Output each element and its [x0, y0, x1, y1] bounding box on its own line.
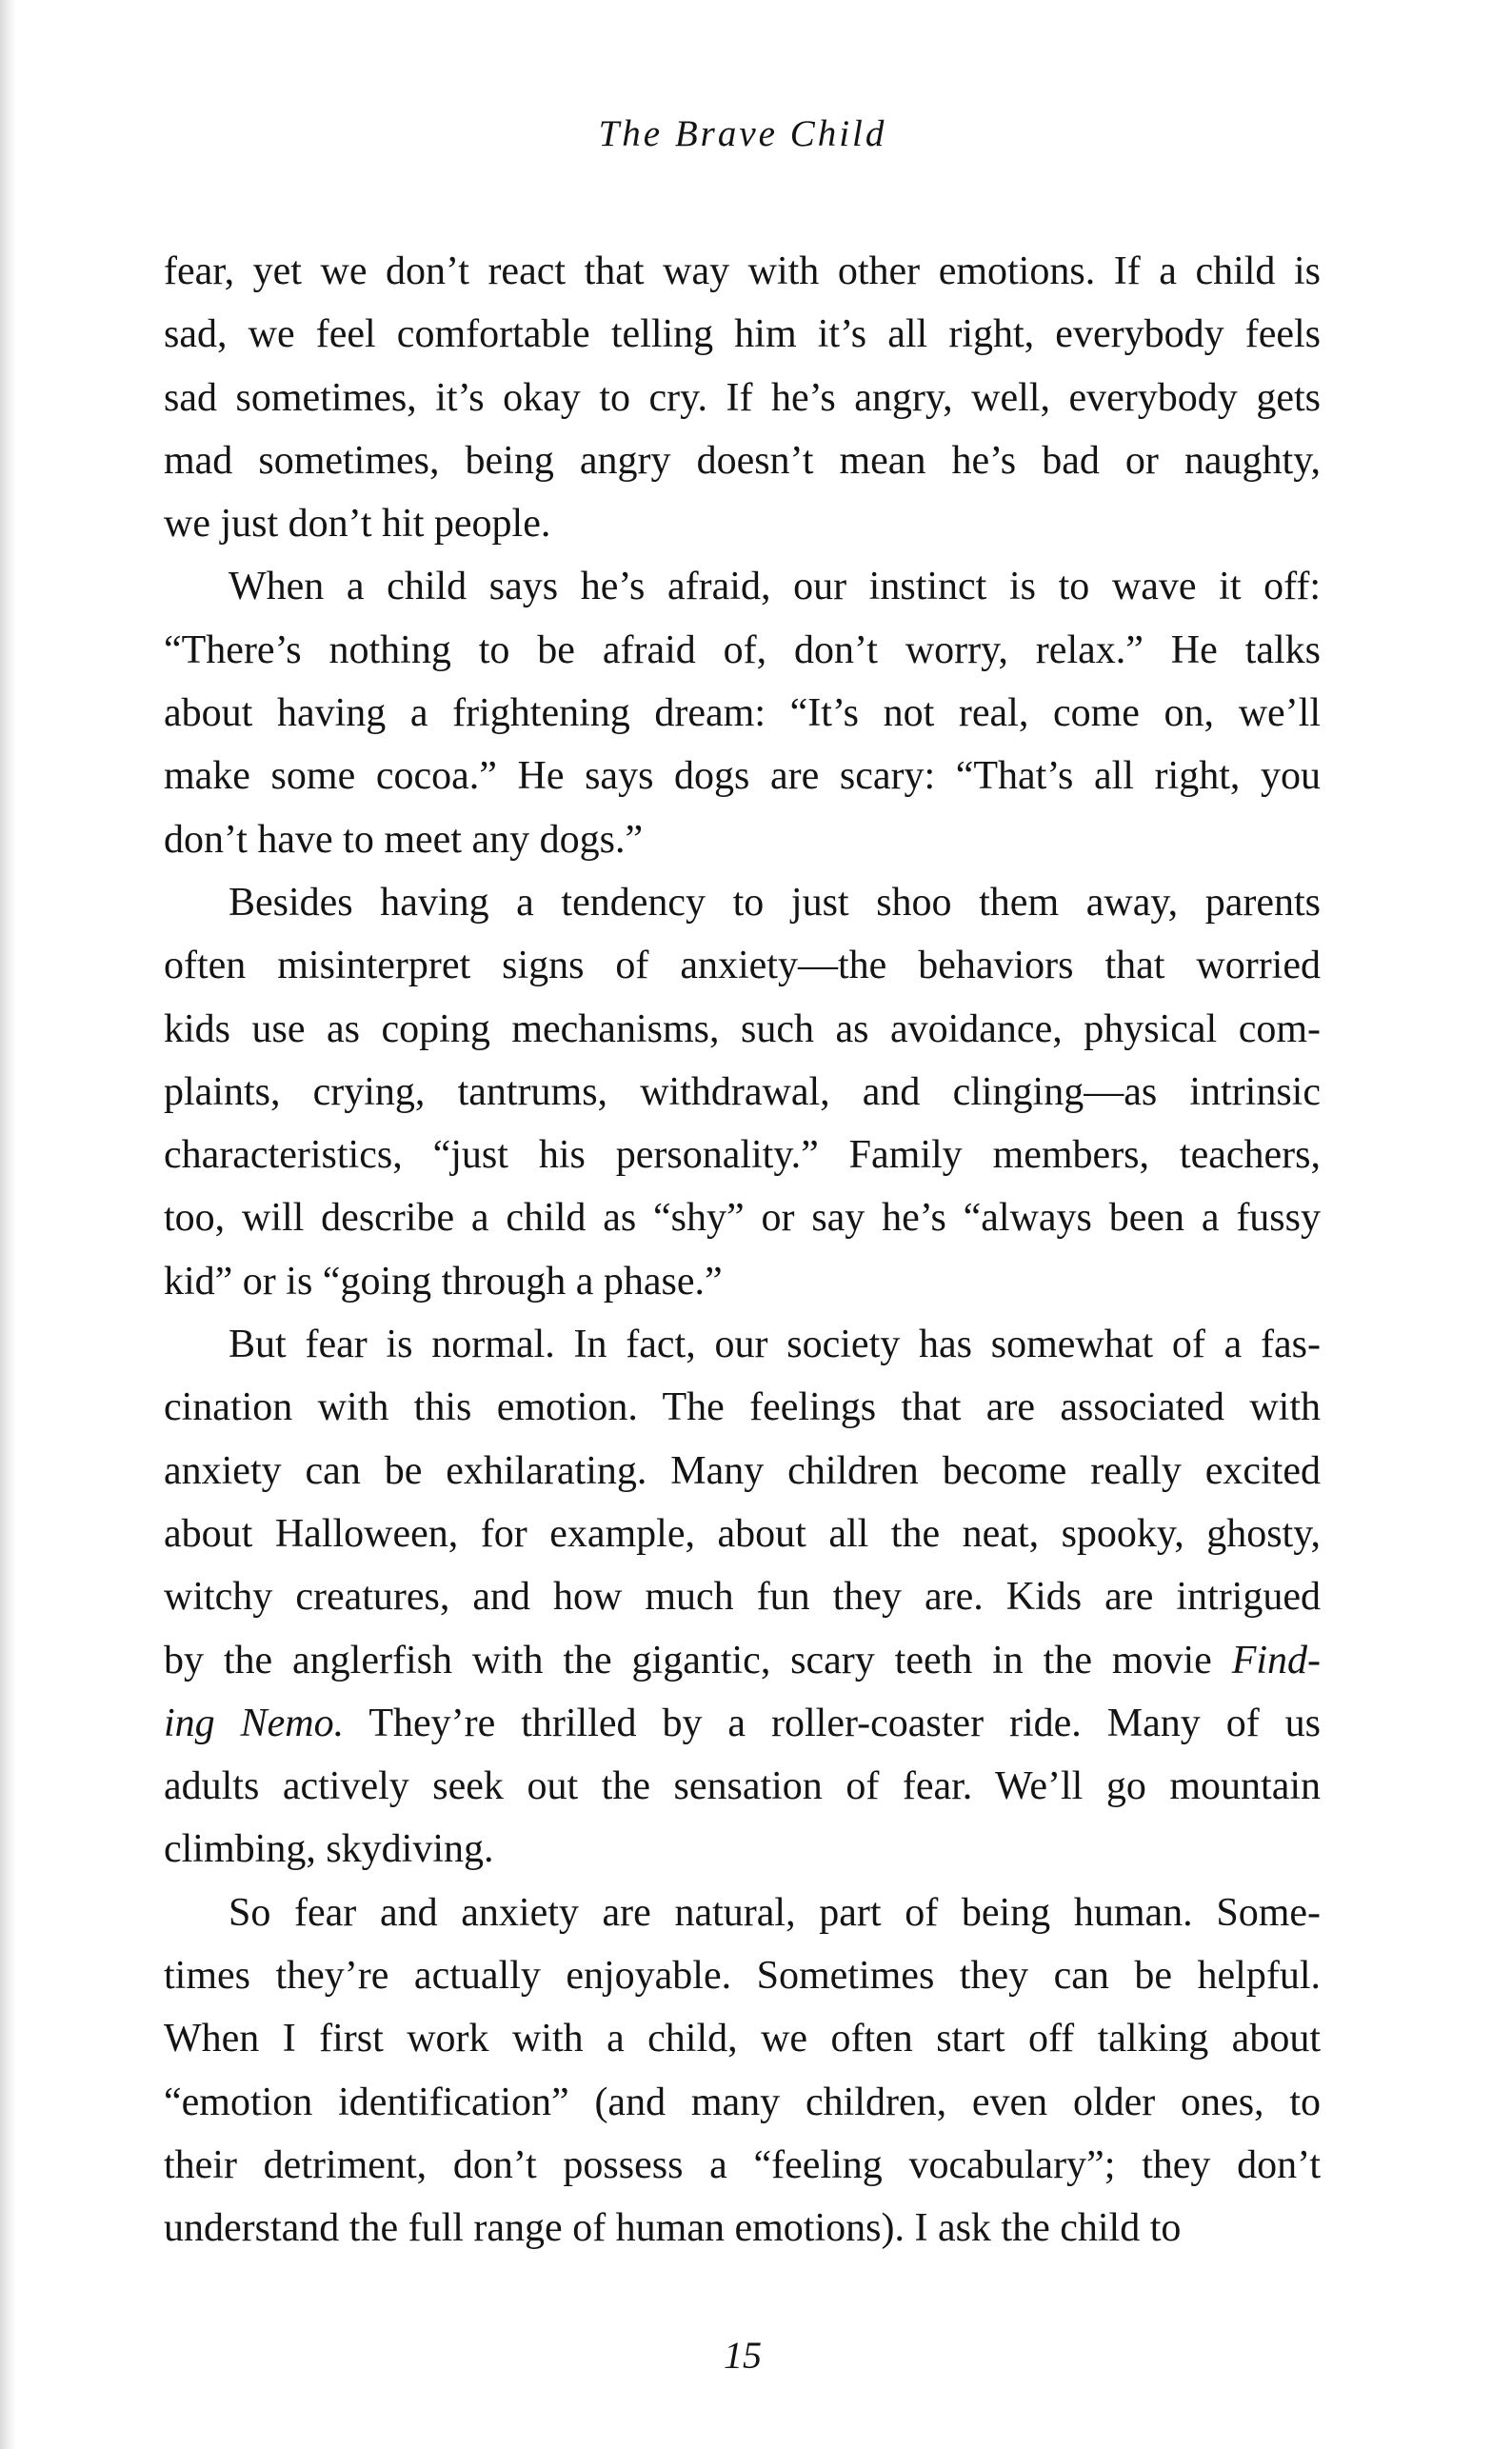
- paragraph: [164, 555, 1321, 870]
- text-line: But fear is normal. In fact, our society has somewhat of a fas-: [229, 1323, 1321, 1367]
- text-line: sad sometimes, it’s okay to cry. If he’s angry, well, everybody gets: [164, 375, 1321, 420]
- running-head: The Brave Child: [598, 113, 887, 154]
- text-line: characteristics, “just his personality.” Family members, teachers,: [164, 1133, 1321, 1178]
- text-line: cination with this emotion. The feelings that are associated with: [164, 1385, 1321, 1430]
- text-line: ing Nemo. They’re thrilled by a roller-coaster ride. Many of us: [164, 1701, 1322, 1745]
- text-line: sad, we feel comfortable telling him it’s all right, everybody feels: [164, 312, 1321, 357]
- text-line: witchy creatures, and how much fun they are. Kids are intrigued: [164, 1575, 1321, 1620]
- paragraph: [164, 240, 1321, 555]
- text-line: we just don’t hit people.: [164, 502, 551, 547]
- page-number: 15: [724, 2334, 762, 2377]
- page-gutter-shadow: [0, 0, 17, 2449]
- text-line: about having a frightening dream: “It’s not real, come on, we’ll: [164, 691, 1321, 736]
- paragraph: [164, 871, 1321, 1313]
- text-line: make some cocoa.” He says dogs are scary: “That’s all right, you: [164, 754, 1321, 799]
- text-line: about Halloween, for example, about all the neat, spooky, ghosty,: [164, 1511, 1321, 1556]
- text-line: So fear and anxiety are natural, part of being human. Some-: [229, 1890, 1321, 1935]
- text-line: their detriment, don’t possess a “feeling vocabulary”; they don’t: [164, 2142, 1321, 2187]
- text-line: mad sometimes, being angry doesn’t mean he’s bad or naughty,: [164, 438, 1321, 483]
- paragraph: [164, 1313, 1321, 1882]
- body-text: [164, 240, 1321, 2260]
- text-line: adults actively seek out the sensation of fear. We’ll go mountain: [164, 1764, 1321, 1809]
- text-line: often misinterpret signs of anxiety—the behaviors that worried: [164, 944, 1321, 988]
- text-line: by the anglerfish with the gigantic, scary teeth in the movie Find-: [164, 1638, 1321, 1682]
- paragraph: [164, 1882, 1321, 2260]
- text-line: kid” or is “going through a phase.”: [164, 1259, 723, 1304]
- text-line: anxiety can be exhilarating. Many children become really excited: [164, 1448, 1321, 1493]
- text-line: fear, yet we don’t react that way with other emotions. If a child is: [164, 249, 1321, 293]
- text-line: too, will describe a child as “shy” or say he’s “always been a fussy: [164, 1196, 1321, 1241]
- text-line: plaints, crying, tantrums, withdrawal, and clinging—as intrinsic: [164, 1069, 1321, 1114]
- text-line: don’t have to meet any dogs.”: [164, 817, 644, 862]
- text-line: When a child says he’s afraid, our instinct is to wave it off:: [229, 565, 1321, 609]
- text-line: kids use as coping mechanisms, such as avoidance, physical com-: [164, 1006, 1321, 1051]
- text-line: times they’re actually enjoyable. Sometimes they can be helpful.: [164, 1954, 1321, 1999]
- text-line: understand the full range of human emotions). I ask the child to: [164, 2206, 1182, 2251]
- text-line: “emotion identification” (and many children, even older ones, to: [164, 2080, 1321, 2124]
- text-line: Besides having a tendency to just shoo them away, parents: [229, 880, 1321, 925]
- text-line: climbing, skydiving.: [164, 1827, 494, 1872]
- text-line: When I first work with a child, we often start off talking about: [164, 2017, 1321, 2061]
- text-line: “There’s nothing to be afraid of, don’t worry, relax.” He talks: [164, 627, 1321, 672]
